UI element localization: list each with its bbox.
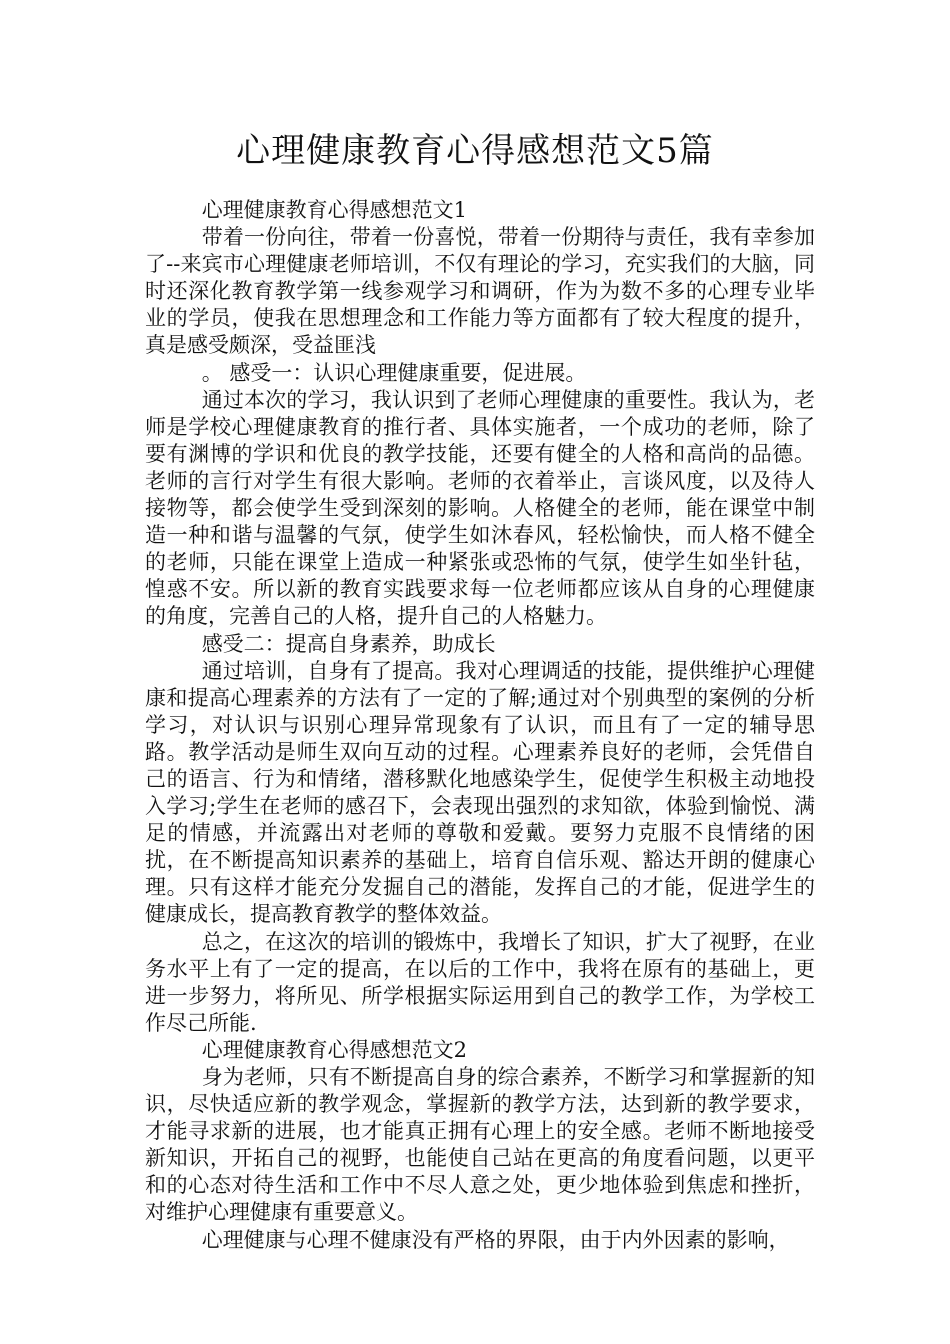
section-heading-feeling-two: 感受二：提高自身素养，助成长 xyxy=(201,631,496,656)
paragraph-training: 通过培训，自身有了提高。我对心理调适的技能，提供维护心理健康和提高心理素养的方法有了一定的了解;通过对个别典型的案例的分析学习，对认识与识别心理异常现象有了认识，而且有了一定的辅导思路。教学活动是师生双向互动的过程。心理素养良好的老师，会凭借自己的语言、行为和情绪，潜移默化地感染学生，促使学生积极主动地投入学习;学生在老师的感召下，会表现出强烈的求知欲，体验到愉悦、满足的情感，并流露出对老师的尊敬和爱戴。要努力克服不良情绪的困扰，在不断提高知识素养的基础上，培育自信乐观、豁达开朗的健康心理。只有这样才能充分发掘自己的潜能，发挥自己的才能，促进学生的健康成长，提高教育教学的整体效益。 xyxy=(145,658,815,927)
section-heading-1: 心理健康教育心得感想范文1 xyxy=(201,198,468,222)
paragraph-summary: 总之，在这次的培训的锻炼中，我增长了知识，扩大了视野，在业务水平上有了一定的提高，在以后的工作中，我将在原有的基础上，更进一步努力，将所见、所学根据实际运用到自己的教学工作，为学校工作尽己所能. xyxy=(145,929,815,1035)
section-heading-2: 心理健康教育心得感想范文2 xyxy=(201,1037,468,1062)
paragraph-intro: 带着一份向往，带着一份喜悦，带着一份期待与责任，我有幸参加了--来宾市心理健康老师培训，不仅有理论的学习，充实我们的大脑，同时还深化教育教学第一线参观学习和调研，作为为数不多的心理专业毕业的学员，使我在思想理念和工作能力等方面都有了较大程度的提升，真是感受颇深，受益匪浅 xyxy=(145,225,815,358)
paragraph-teacher-learning: 身为老师，只有不断提高自身的综合素养，不断学习和掌握新的知识，尽快适应新的教学观念，掌握新的教学方法，达到新的教学要求，才能寻求新的进展，也才能真正拥有心理上的安全感。老师不断地接受新知识，开拓自己的视野，也能使自己站在更高的角度看问题，以更平和的心态对待生活和工作中不尽人意之处，更少地体验到焦虑和挫折，对维护心理健康有重要意义。 xyxy=(145,1065,815,1225)
paragraph-health-boundary: 心理健康与心理不健康没有严格的界限，由于内外因素的影响， xyxy=(201,1227,790,1252)
paragraph-teacher-health: 通过本次的学习，我认识到了老师心理健康的重要性。我认为，老师是学校心理健康教育的推行者、具体实施者，一个成功的老师，除了要有渊博的学识和优良的教学技能，还要有健全的人格和高尚的品德。老师的言行对学生有很大影响。老师的衣着举止，言谈风度，以及待人接物等，都会使学生受到深刻的影响。人格健全的老师，能在课堂中制造一种和谐与温馨的气氛，使学生如沐春风，轻松愉快，而人格不健全的老师，只能在课堂上造成一种紧张或恐怖的气氛，使学生如坐针毡，惶惑不安。所以新的教育实践要求每一位老师都应该从自身的心理健康的角度，完善自己的人格，提升自己的人格魅力。 xyxy=(145,387,815,629)
document-body xyxy=(145,197,815,1254)
paragraph-feeling-one: 。 感受一：认识心理健康重要，促进展。 xyxy=(201,360,587,385)
document-title: 心理健康教育心得感想范文5篇 xyxy=(236,131,714,171)
